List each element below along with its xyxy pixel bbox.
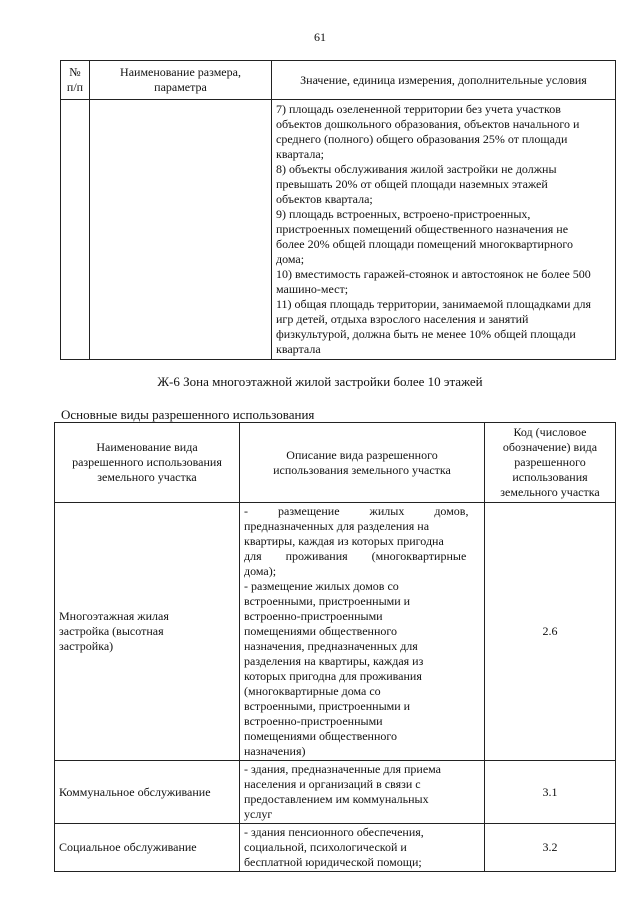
header-line: земельного участка	[97, 470, 197, 484]
description-line: помещениями общественного	[244, 624, 397, 638]
page-number: 61	[314, 30, 326, 44]
header-use-description	[240, 423, 485, 503]
table-header-row	[61, 61, 616, 100]
description-line: для проживания (многоквартирные	[244, 549, 467, 563]
cell-use-name	[55, 824, 240, 872]
description-line: квартиры, каждая из которых пригодна	[244, 534, 444, 548]
value-line: пристроенных помещений общественного назначения не	[276, 222, 569, 236]
zone-title: Ж-6 Зона многоэтажной жилой застройки более 10 этажей	[157, 374, 483, 389]
description-line: которых пригодна для проживания	[244, 669, 422, 683]
description-line: - размещение жилых домов,	[244, 504, 469, 518]
description-line: населения и организаций в связи с	[244, 777, 421, 791]
value-line: среднего (полного) общего образования 25% от площади	[276, 132, 568, 146]
description-line: встроенно-пристроенными	[244, 714, 383, 728]
cell-use-name	[55, 761, 240, 824]
cell-use-code: 3.2	[485, 824, 616, 872]
description-line: предоставлением им коммунальных	[244, 792, 429, 806]
parameters-table	[60, 60, 616, 360]
header-line: Наименование размера,	[120, 65, 241, 79]
header-parameter	[90, 61, 272, 100]
value-line: 7) площадь озелененной территории без учета участков	[276, 102, 561, 116]
description-line: бесплатной юридической помощи;	[244, 855, 422, 869]
cell-number	[61, 100, 90, 360]
value-line: квартала;	[276, 147, 324, 161]
header-line: обозначение) вида	[502, 440, 598, 454]
value-line: 9) площадь встроенных, встроено-пристроенных,	[276, 207, 531, 221]
header-line: Код (числовое	[513, 425, 587, 439]
value-line: машино-мест;	[276, 282, 349, 296]
value-line: объектов дошкольного образования, объектов начального и	[276, 117, 580, 131]
description-line: назначения)	[244, 744, 306, 758]
table-row	[55, 503, 616, 761]
cell-parameter	[90, 100, 272, 360]
table-row	[61, 100, 616, 360]
description-line: - размещение жилых домов со	[244, 579, 399, 593]
description-line: (многоквартирные дома со	[244, 684, 381, 698]
name-line: Социальное обслуживание	[59, 840, 197, 854]
value-line: превышать 20% от общей площади наземных этажей	[276, 177, 548, 191]
description-line: разделения на квартиры, каждая из	[244, 654, 424, 668]
header-line: использования	[512, 470, 588, 484]
description-line: встроенными, пристроенными и	[244, 699, 411, 713]
value-line: 8) объекты обслуживания жилой застройки не должны	[276, 162, 557, 176]
description-line: дома);	[244, 564, 277, 578]
header-line: земельного участка	[500, 485, 600, 499]
value-line: объектов квартала;	[276, 192, 373, 206]
header-use-name	[55, 423, 240, 503]
description-line: встроенными, пристроенными и	[244, 594, 411, 608]
description-line: социальной, психологической и	[244, 840, 407, 854]
header-line: параметра	[154, 80, 207, 94]
table-row	[55, 824, 616, 872]
description-line: предназначенных для разделения на	[244, 519, 430, 533]
cell-use-code: 2.6	[485, 503, 616, 761]
description-line: услуг	[244, 807, 273, 821]
name-line: застройка)	[59, 639, 114, 653]
header-line: разрешенного	[514, 455, 586, 469]
description-line: помещениями общественного	[244, 729, 397, 743]
cell-use-name	[55, 503, 240, 761]
value-line: более 20% общей площади помещений многоквартирного	[276, 237, 573, 251]
value-line: квартала	[276, 342, 321, 356]
description-line: - здания пенсионного обеспечения,	[244, 825, 424, 839]
description-line: встроенно-пристроенными	[244, 609, 383, 623]
header-line: разрешенного использования	[72, 455, 222, 469]
cell-value	[272, 100, 616, 360]
value-line: 11) общая площадь территории, занимаемой площадками для	[276, 297, 591, 311]
cell-use-description	[240, 761, 485, 824]
header-value: Значение, единица измерения, дополнительные условия	[272, 61, 616, 100]
cell-use-description	[240, 824, 485, 872]
table-row	[55, 761, 616, 824]
header-line: п/п	[66, 80, 84, 94]
table-header-row	[55, 423, 616, 503]
header-number	[61, 61, 90, 100]
value-line: 10) вместимость гаражей-стоянок и автостоянок не более 500	[276, 267, 591, 281]
value-line: физкультурой, должна быть не менее 10% общей площади	[276, 327, 576, 341]
permitted-use-table	[54, 422, 616, 872]
header-line: Наименование вида	[96, 440, 198, 454]
section-title: Основные виды разрешенного использования	[61, 407, 315, 422]
description-line: назначения, предназначенных для	[244, 639, 418, 653]
header-line: №	[69, 65, 81, 79]
value-line: игр детей, отдыха взрослого населения и занятий	[276, 312, 529, 326]
name-line: застройка (высотная	[59, 624, 164, 638]
header-line: Описание вида разрешенного	[286, 447, 438, 462]
value-line: дома;	[276, 252, 305, 266]
header-line: использования земельного участка	[273, 462, 451, 477]
cell-use-description	[240, 503, 485, 761]
description-line: - здания, предназначенные для приема	[244, 762, 441, 776]
name-line: Коммунальное обслуживание	[59, 784, 211, 799]
cell-use-code: 3.1	[485, 761, 616, 824]
name-line: Многоэтажная жилая	[59, 609, 169, 623]
header-use-code	[485, 423, 616, 503]
